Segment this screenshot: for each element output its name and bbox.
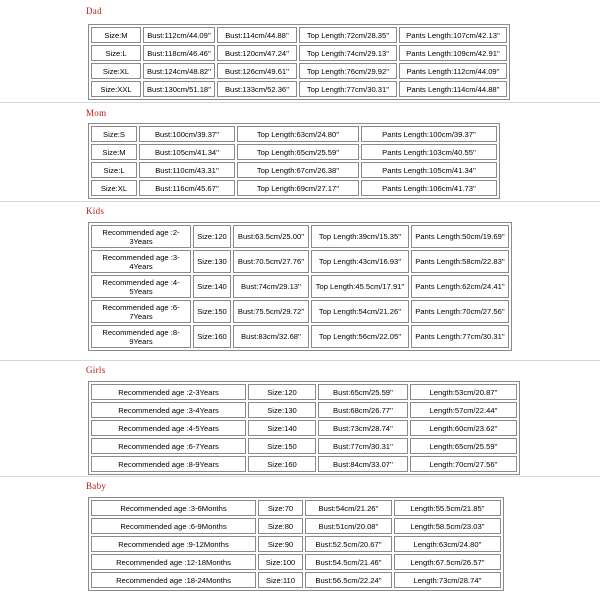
table-cell: Pants Length:112cm/44.09''	[399, 63, 507, 79]
table-cell: Pants Length:70cm/27.56''	[411, 300, 509, 323]
table-cell: Bust:100cm/39.37''	[139, 126, 235, 142]
section-divider	[0, 102, 600, 103]
table-cell: Size:120	[248, 384, 316, 400]
table-cell: Top Length:56cm/22.05''	[311, 325, 409, 348]
table-cell: Size:M	[91, 27, 141, 43]
table-cell: Size:160	[248, 456, 316, 472]
table-row	[91, 572, 501, 588]
table-cell: Bust:75.5cm/29.72''	[233, 300, 309, 323]
table-cell: Bust:133cm/52.36''	[217, 81, 297, 97]
table-cell: Top Length:67cm/26.38''	[237, 162, 359, 178]
table-cell: Bust:126cm/49.61''	[217, 63, 297, 79]
table-cell: Pants Length:114cm/44.88''	[399, 81, 507, 97]
table-cell: Length:57cm/22.44''	[410, 402, 517, 418]
table-cell: Bust:114cm/44.88''	[217, 27, 297, 43]
table-cell: Size:150	[193, 300, 231, 323]
size-table-dad	[88, 24, 510, 100]
table-cell: Size:L	[91, 45, 141, 61]
table-cell: Bust:116cm/45.67''	[139, 180, 235, 196]
table-cell: Bust:105cm/41.34''	[139, 144, 235, 160]
size-table-kids	[88, 222, 512, 351]
section-title-baby: Baby	[86, 481, 107, 491]
table-cell: Length:70cm/27.56''	[410, 456, 517, 472]
size-table-mom	[88, 123, 500, 199]
table-cell: Recommended age :6-7Years	[91, 300, 191, 323]
table-cell: Recommended age :3-4Years	[91, 402, 246, 418]
table-cell: Bust:120cm/47.24''	[217, 45, 297, 61]
table-cell: Recommended age :6-9Months	[91, 518, 256, 534]
table-cell: Bust:84cm/33.07''	[318, 456, 408, 472]
table-cell: Bust:73cm/28.74''	[318, 420, 408, 436]
table-cell: Bust:52.5cm/20.67''	[305, 536, 392, 552]
table-row	[91, 325, 509, 348]
table-cell: Size:S	[91, 126, 137, 142]
table-cell: Recommended age :4-5Years	[91, 420, 246, 436]
table-row	[91, 554, 501, 570]
table-row	[91, 45, 507, 61]
table-cell: Bust:70.5cm/27.76''	[233, 250, 309, 273]
section-title-girls: Girls	[86, 365, 106, 375]
table-cell: Bust:56.5cm/22.24''	[305, 572, 392, 588]
table-cell: Recommended age :12-18Months	[91, 554, 256, 570]
table-row	[91, 536, 501, 552]
table-cell: Bust:130cm/51.18''	[143, 81, 215, 97]
table-row	[91, 402, 517, 418]
table-row	[91, 420, 517, 436]
table-cell: Top Length:77cm/30.31''	[299, 81, 397, 97]
table-row	[91, 162, 497, 178]
table-cell: Size:100	[258, 554, 303, 570]
section-divider	[0, 360, 600, 361]
table-cell: Top Length:39cm/15.35''	[311, 225, 409, 248]
table-cell: Bust:118cm/46.46''	[143, 45, 215, 61]
table-cell: Top Length:76cm/29.92''	[299, 63, 397, 79]
table-cell: Size:120	[193, 225, 231, 248]
table-cell: Length:67.5cm/26.57''	[394, 554, 501, 570]
table-cell: Length:55.5cm/21.85''	[394, 500, 501, 516]
table-cell: Top Length:45.5cm/17.91''	[311, 275, 409, 298]
table-cell: Top Length:65cm/25.59''	[237, 144, 359, 160]
table-cell: Recommended age :2-3Years	[91, 384, 246, 400]
table-cell: Top Length:72cm/28.35''	[299, 27, 397, 43]
table-cell: Recommended age :8-9Years	[91, 456, 246, 472]
table-row	[91, 250, 509, 273]
table-cell: Size:160	[193, 325, 231, 348]
table-cell: Bust:54cm/21.26''	[305, 500, 392, 516]
table-cell: Recommended age :2-3Years	[91, 225, 191, 248]
table-cell: Bust:112cm/44.09''	[143, 27, 215, 43]
table-row	[91, 180, 497, 196]
table-row	[91, 384, 517, 400]
size-table-baby	[88, 497, 504, 591]
table-cell: Pants Length:50cm/19.69''	[411, 225, 509, 248]
table-cell: Length:60cm/23.62''	[410, 420, 517, 436]
table-cell: Bust:54.5cm/21.46''	[305, 554, 392, 570]
table-cell: Size:140	[248, 420, 316, 436]
table-cell: Size:XL	[91, 180, 137, 196]
table-cell: Length:58.5cm/23.03''	[394, 518, 501, 534]
table-cell: Bust:77cm/30.31''	[318, 438, 408, 454]
table-cell: Length:73cm/28.74''	[394, 572, 501, 588]
table-cell: Size:150	[248, 438, 316, 454]
section-title-kids: Kids	[86, 206, 105, 216]
table-row	[91, 81, 507, 97]
table-row	[91, 225, 509, 248]
table-row	[91, 63, 507, 79]
table-cell: Size:L	[91, 162, 137, 178]
table-cell: Size:130	[193, 250, 231, 273]
table-cell: Size:140	[193, 275, 231, 298]
section-divider	[0, 476, 600, 477]
table-cell: Recommended age :18-24Months	[91, 572, 256, 588]
table-row	[91, 456, 517, 472]
table-cell: Pants Length:105cm/41.34''	[361, 162, 497, 178]
table-cell: Size:90	[258, 536, 303, 552]
table-cell: Recommended age :4-5Years	[91, 275, 191, 298]
table-row	[91, 300, 509, 323]
table-cell: Bust:124cm/48.82''	[143, 63, 215, 79]
table-cell: Pants Length:62cm/24.41''	[411, 275, 509, 298]
table-cell: Pants Length:100cm/39.37''	[361, 126, 497, 142]
table-cell: Pants Length:103cm/40.55''	[361, 144, 497, 160]
table-row	[91, 518, 501, 534]
table-cell: Top Length:54cm/21.26''	[311, 300, 409, 323]
table-cell: Size:130	[248, 402, 316, 418]
table-cell: Recommended age :9-12Months	[91, 536, 256, 552]
table-cell: Bust:65cm/25.59''	[318, 384, 408, 400]
table-cell: Top Length:43cm/16.93''	[311, 250, 409, 273]
table-cell: Pants Length:107cm/42.13''	[399, 27, 507, 43]
table-cell: Size:70	[258, 500, 303, 516]
section-title-mom: Mom	[86, 108, 107, 118]
table-row	[91, 275, 509, 298]
section-title-dad: Dad	[86, 6, 102, 16]
table-row	[91, 438, 517, 454]
table-cell: Length:53cm/20.87''	[410, 384, 517, 400]
table-cell: Length:63cm/24.80''	[394, 536, 501, 552]
table-cell: Recommended age :3-4Years	[91, 250, 191, 273]
size-table-girls	[88, 381, 520, 475]
table-cell: Bust:83cm/32.68''	[233, 325, 309, 348]
table-cell: Size:80	[258, 518, 303, 534]
table-row	[91, 144, 497, 160]
table-cell: Top Length:63cm/24.80''	[237, 126, 359, 142]
table-cell: Pants Length:77cm/30.31''	[411, 325, 509, 348]
table-cell: Top Length:74cm/29.13''	[299, 45, 397, 61]
table-cell: Recommended age :6-7Years	[91, 438, 246, 454]
section-divider	[0, 201, 600, 202]
table-cell: Top Length:69cm/27.17''	[237, 180, 359, 196]
table-cell: Bust:74cm/29.13''	[233, 275, 309, 298]
table-row	[91, 126, 497, 142]
table-cell: Size:110	[258, 572, 303, 588]
table-cell: Recommended age :8-9Years	[91, 325, 191, 348]
table-cell: Size:XL	[91, 63, 141, 79]
table-cell: Size:XXL	[91, 81, 141, 97]
table-cell: Bust:63.5cm/25.00''	[233, 225, 309, 248]
table-cell: Bust:51cm/20.08''	[305, 518, 392, 534]
table-cell: Pants Length:58cm/22.83''	[411, 250, 509, 273]
table-cell: Length:65cm/25.59''	[410, 438, 517, 454]
table-row	[91, 27, 507, 43]
table-cell: Pants Length:109cm/42.91''	[399, 45, 507, 61]
table-cell: Recommended age :3-6Months	[91, 500, 256, 516]
table-cell: Bust:68cm/26.77''	[318, 402, 408, 418]
table-cell: Size:M	[91, 144, 137, 160]
table-cell: Pants Length:106cm/41.73''	[361, 180, 497, 196]
table-row	[91, 500, 501, 516]
table-cell: Bust:110cm/43.31''	[139, 162, 235, 178]
